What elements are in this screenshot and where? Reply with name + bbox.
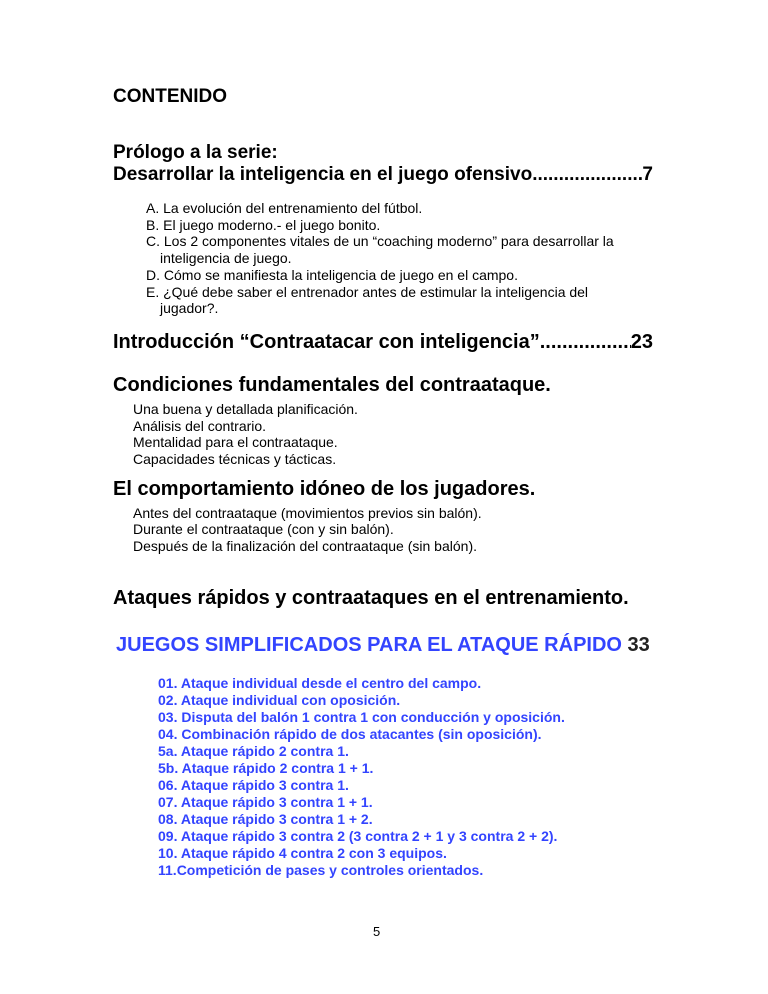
toc-entry-label: JUEGOS SIMPLIFICADOS PARA EL ATAQUE RÁPIDO (116, 633, 622, 656)
prologo-heading: Prólogo a la serie: (113, 142, 278, 163)
list-item: 06. Ataque rápido 3 contra 1. (158, 776, 349, 793)
toc-entry-juegos[interactable] (116, 634, 673, 657)
condiciones-list (133, 401, 673, 468)
list-item: 08. Ataque rápido 3 contra 1 + 2. (158, 810, 373, 827)
toc-page-number: 7 (642, 164, 653, 185)
list-item: C. Los 2 componentes vitales de un “coaching moderno” para desarrollar la inteligencia de juego. (146, 233, 614, 267)
list-item: D. Cómo se manifiesta la inteligencia de juego en el campo. (146, 266, 518, 283)
contents-title: CONTENIDO (113, 86, 227, 107)
list-item: 01. Ataque individual desde el centro del campo. (158, 674, 482, 691)
list-item: Análisis del contrario. (133, 417, 267, 434)
contents-body (113, 86, 673, 879)
list-item: 5b. Ataque rápido 2 contra 1 + 1. (158, 759, 374, 776)
list-item: 10. Ataque rápido 4 contra 2 con 3 equipos. (158, 844, 447, 861)
comportamiento-heading: El comportamiento idóneo de los jugadores. (113, 477, 536, 500)
juegos-list (158, 675, 673, 879)
toc-entry-label: Desarrollar la inteligencia en el juego ofensivo (113, 164, 533, 185)
leader-dots (540, 331, 631, 354)
page-number: 5 (373, 924, 381, 939)
ataques-heading: Ataques rápidos y contraataques en el entrenamiento. (113, 586, 629, 609)
toc-page-number: 33 (627, 633, 650, 656)
toc-entry-introduccion[interactable] (113, 331, 653, 354)
list-item: 02. Ataque individual con oposición. (158, 691, 401, 708)
list-item: 11.Competición de pases y controles orientados. (158, 861, 484, 878)
list-item: Antes del contraataque (movimientos previos sin balón). (133, 504, 482, 521)
list-item: Una buena y detallada planificación. (133, 400, 358, 417)
list-item: 5a. Ataque rápido 2 contra 1. (158, 742, 349, 759)
list-item: 03. Disputa del balón 1 contra 1 con conducción y oposición. (158, 708, 565, 725)
toc-page-number: 23 (630, 330, 653, 353)
list-item: Mentalidad para el contraataque. (133, 434, 338, 451)
comportamiento-list (133, 505, 673, 555)
condiciones-heading: Condiciones fundamentales del contraataque. (113, 373, 551, 396)
list-item: Capacidades técnicas y tácticas. (133, 451, 337, 468)
toc-entry-prologo[interactable] (113, 164, 653, 186)
list-item: 04. Combinación rápido de dos atacantes (sin oposición). (158, 725, 542, 742)
prologo-list (146, 200, 636, 317)
list-item: 09. Ataque rápido 3 contra 2 (3 contra 2 + 1 y 3 contra 2 + 2). (158, 827, 558, 844)
list-item: B. El juego moderno.- el juego bonito. (146, 216, 381, 233)
leader-dots (532, 164, 642, 186)
list-item: Durante el contraataque (con y sin balón). (133, 521, 394, 538)
list-item: Después de la finalización del contraataque (sin balón). (133, 538, 477, 555)
list-item: 07. Ataque rápido 3 contra 1 + 1. (158, 793, 373, 810)
list-item: A. La evolución del entrenamiento del fútbol. (146, 200, 423, 216)
list-item: E. ¿Qué debe saber el entrenador antes de estimular la inteligencia del jugador?. (146, 283, 589, 317)
toc-entry-label: Introducción “Contraatacar con inteligencia” (113, 330, 540, 353)
